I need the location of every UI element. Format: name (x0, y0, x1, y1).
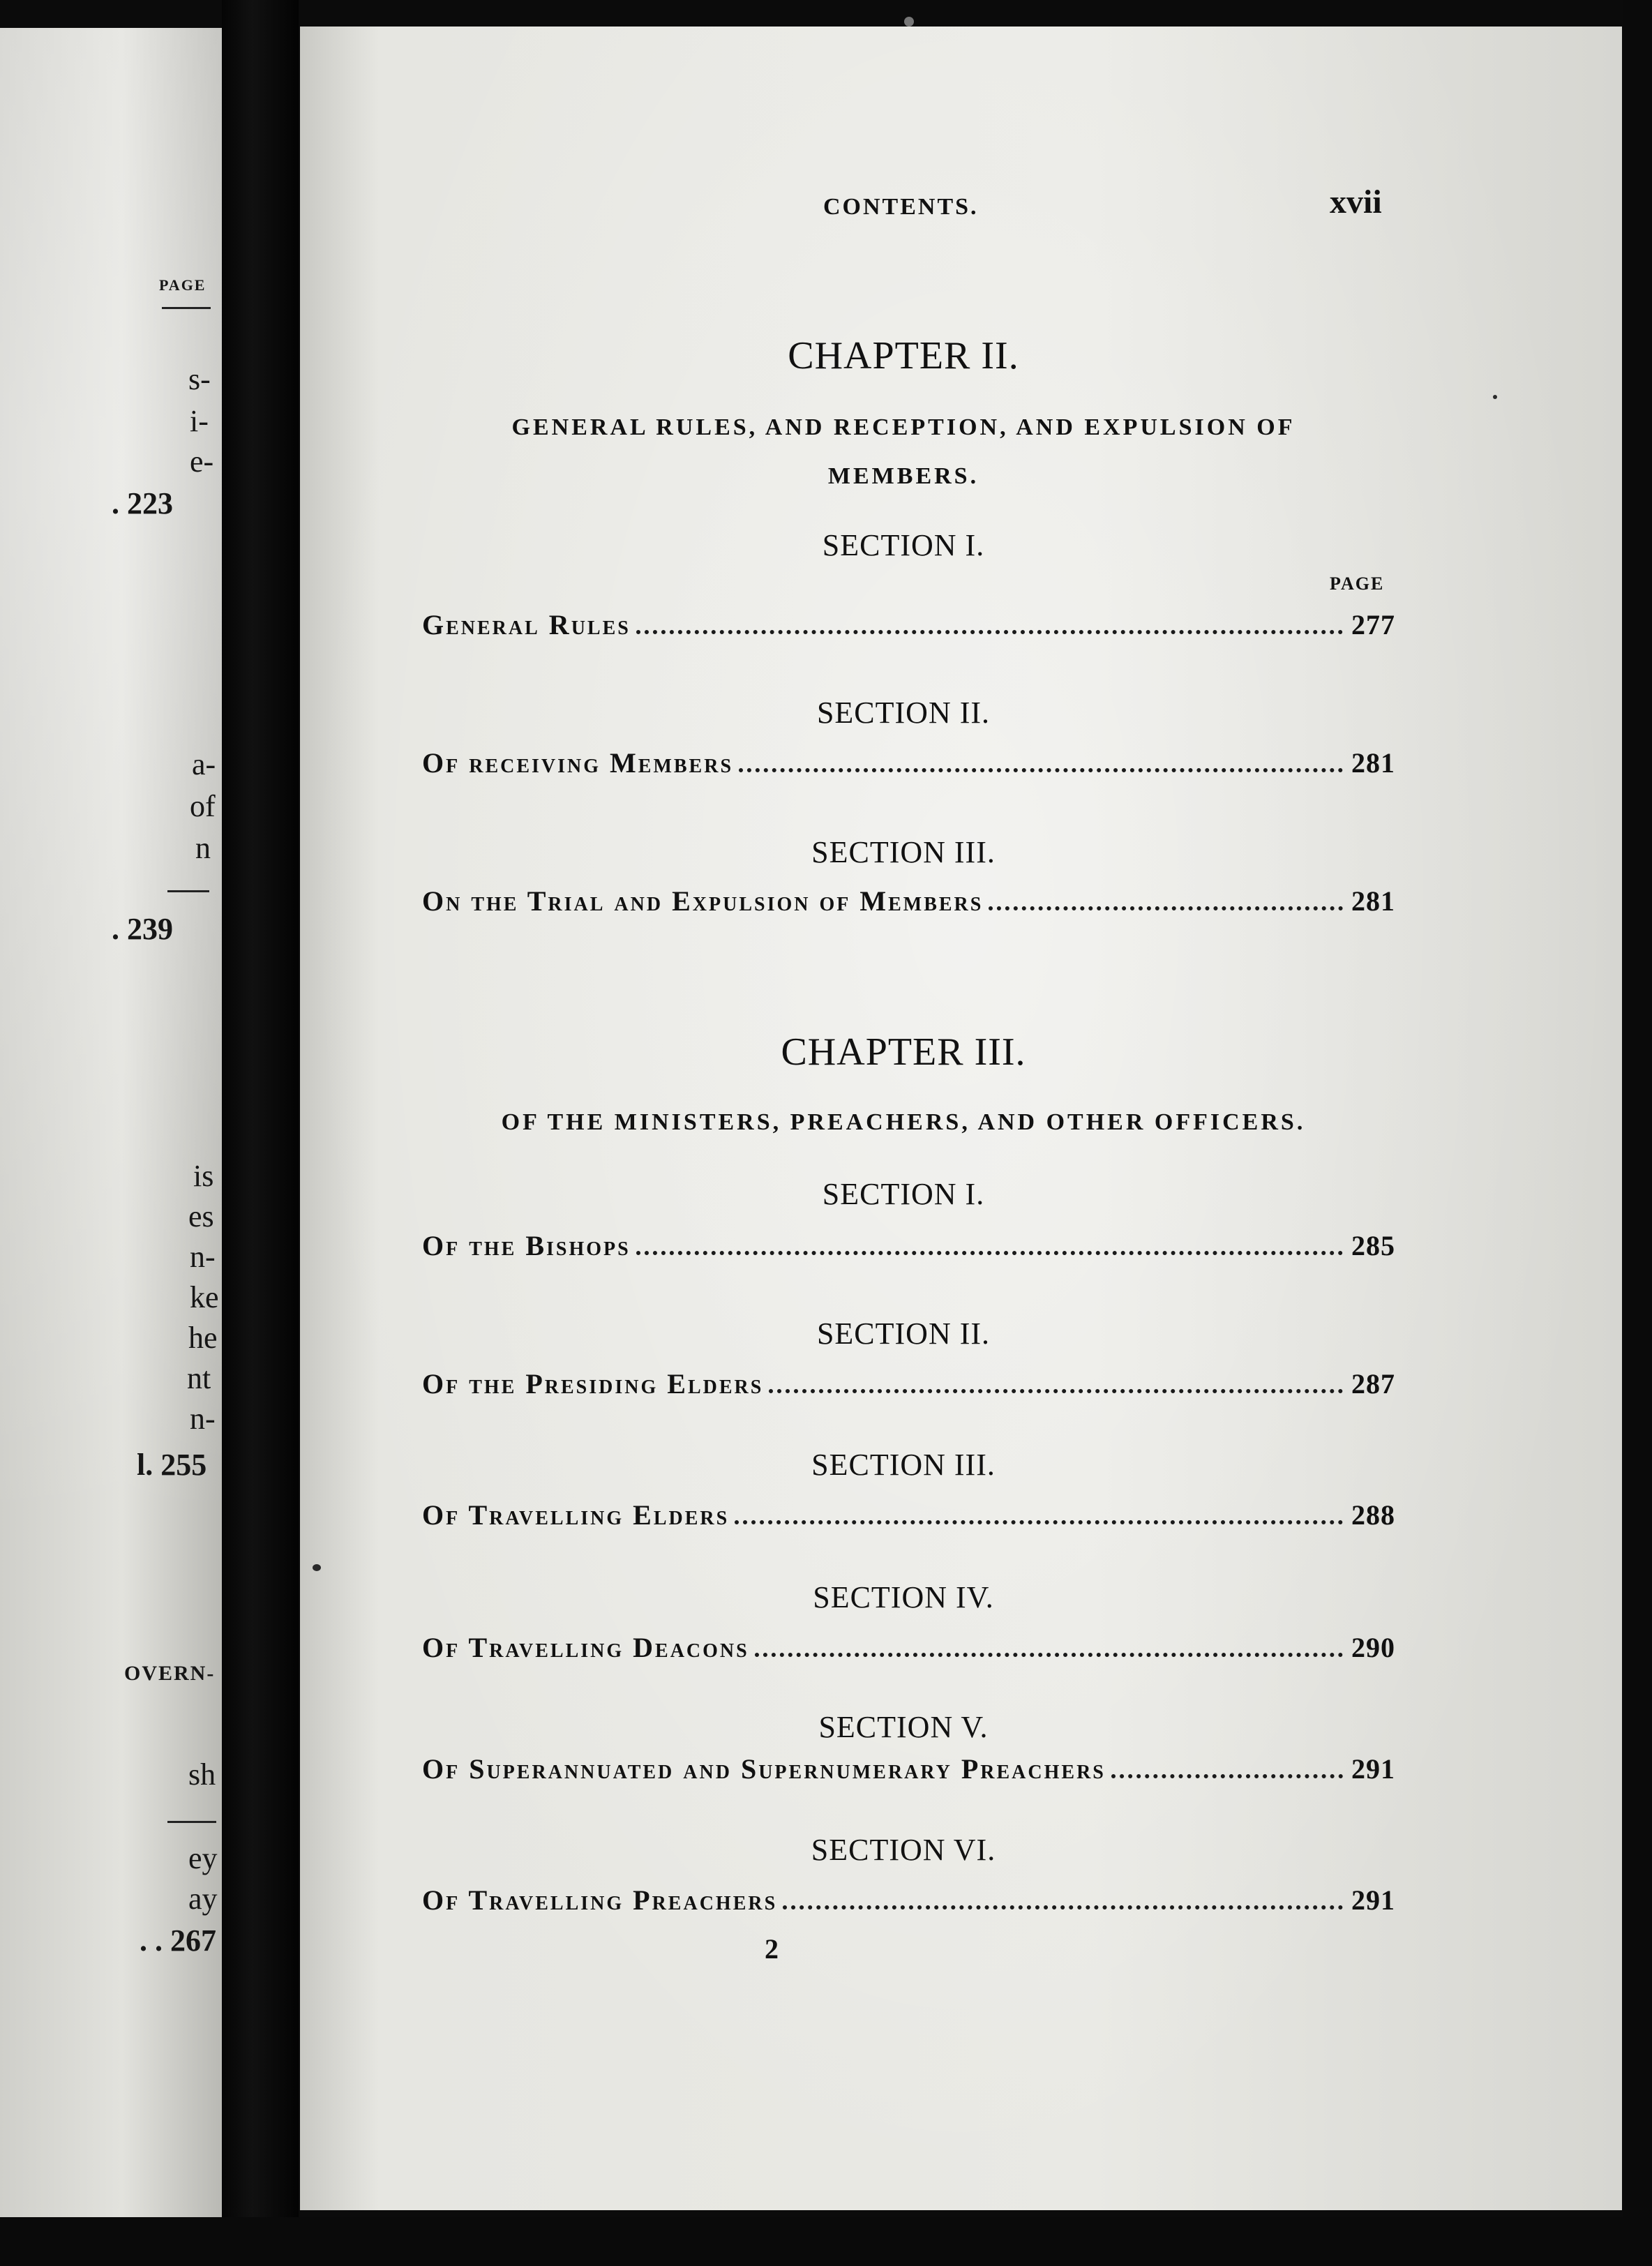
chapter-subtitle (419, 403, 1388, 501)
left-fragment: s- (188, 362, 211, 396)
left-fragment: n- (190, 1240, 216, 1274)
toc-entry-page: 291 (1351, 1753, 1395, 1785)
dot-leader (636, 1251, 1343, 1255)
dot-leader (636, 630, 1343, 634)
dot-leader (769, 1389, 1343, 1393)
dot-leader (989, 906, 1343, 910)
left-fragment: is (193, 1159, 214, 1193)
signature-mark: 2 (765, 1933, 779, 1965)
toc-entry-page: 290 (1351, 1632, 1395, 1663)
left-fragment-page: . 223 (112, 486, 173, 520)
section-heading: SECTION V. (818, 1710, 989, 1744)
section-heading: SECTION I. (822, 1177, 985, 1211)
left-fragment: es (188, 1199, 214, 1233)
toc-entry-title: Of Superannuated and Supernumerary Preachers (422, 1753, 1106, 1785)
left-fragment: of (190, 789, 216, 823)
chapter-subtitle-line: MEMBERS. (827, 463, 979, 489)
print-speck (904, 17, 914, 27)
page-edge (1623, 0, 1652, 2266)
toc-entry-page: 287 (1351, 1368, 1395, 1400)
toc-entry-title: General Rules (422, 609, 631, 640)
toc-entry-title: Of receiving Members (422, 747, 734, 779)
dot-leader (755, 1653, 1343, 1657)
dot-leader (783, 1905, 1343, 1909)
book-gutter (222, 0, 299, 2266)
dot-leader (735, 1520, 1343, 1524)
section-heading: SECTION III. (811, 1448, 996, 1482)
left-fragment: nt (187, 1361, 211, 1395)
toc-entry-page: 277 (1351, 609, 1395, 640)
left-fragment: e- (190, 444, 214, 479)
page-bottom-edge (0, 2217, 1652, 2266)
section-heading: SECTION IV. (813, 1580, 994, 1614)
section-heading: SECTION VI. (811, 1833, 996, 1867)
toc-entry-title: Of Travelling Elders (422, 1499, 730, 1531)
left-fragment: n- (190, 1402, 216, 1436)
toc-entry[interactable] (422, 1499, 1395, 1531)
section-heading: SECTION II. (816, 1316, 991, 1351)
section-heading: SECTION II. (816, 696, 991, 730)
left-rule (167, 890, 209, 892)
left-page-label: PAGE (159, 276, 206, 294)
toc-entry[interactable] (422, 746, 1395, 779)
toc-entry-page: 288 (1351, 1499, 1395, 1531)
print-speck (1493, 395, 1497, 399)
toc-entry-page: 285 (1351, 1230, 1395, 1261)
left-fragment: a- (192, 747, 216, 781)
print-speck (313, 1564, 321, 1571)
section-heading: SECTION III. (811, 835, 996, 869)
toc-entry-page: 281 (1351, 747, 1395, 779)
chapter-subtitle-line: OF THE MINISTERS, PREACHERS, AND OTHER OFFICERS. (501, 1109, 1306, 1135)
toc-entry-page: 281 (1351, 885, 1395, 917)
toc-entry-title: Of the Presiding Elders (422, 1368, 764, 1400)
previous-page-fragment (0, 28, 222, 2236)
toc-entry-title: Of Travelling Deacons (422, 1632, 749, 1663)
toc-entry-page: 291 (1351, 1884, 1395, 1916)
left-fragment: ay (188, 1882, 218, 1916)
left-fragment-page: l. 255 (137, 1448, 207, 1482)
left-fragment: he (188, 1321, 218, 1355)
toc-entry[interactable] (422, 885, 1395, 917)
left-fragment-page: . 239 (112, 912, 173, 946)
left-fragment: sh (188, 1757, 216, 1792)
chapter-subtitle-line: GENERAL RULES, AND RECEPTION, AND EXPULSION OF (511, 414, 1296, 440)
chapter-subtitle (419, 1098, 1388, 1147)
page-column-label: PAGE (1330, 573, 1385, 594)
toc-entry[interactable] (422, 1229, 1395, 1262)
left-fragment: i- (190, 404, 209, 438)
left-rule (167, 1821, 216, 1823)
toc-entry-title: On the Trial and Expulsion of Members (422, 885, 984, 917)
toc-entry-title: Of Travelling Preachers (422, 1884, 778, 1916)
toc-entry[interactable] (422, 1884, 1395, 1916)
left-rule (162, 307, 211, 309)
left-fragment: n (195, 831, 211, 865)
toc-entry-title: Of the Bishops (422, 1230, 631, 1261)
page-number: xvii (1330, 183, 1382, 220)
toc-entry[interactable] (422, 1753, 1395, 1785)
section-heading: SECTION I. (822, 528, 985, 562)
chapter-heading: CHAPTER II. (788, 334, 1019, 377)
left-fragment: OVERN- (124, 1662, 216, 1685)
toc-entry[interactable] (422, 608, 1395, 641)
toc-entry[interactable] (422, 1631, 1395, 1664)
dot-leader (739, 768, 1343, 772)
dot-leader (1111, 1774, 1343, 1778)
running-head: CONTENTS. (823, 194, 979, 220)
left-fragment: ey (188, 1841, 218, 1875)
left-fragment: ke (190, 1280, 219, 1314)
toc-entry[interactable] (422, 1367, 1395, 1400)
left-fragment-page: . . 267 (140, 1923, 216, 1958)
chapter-heading: CHAPTER III. (781, 1030, 1026, 1074)
